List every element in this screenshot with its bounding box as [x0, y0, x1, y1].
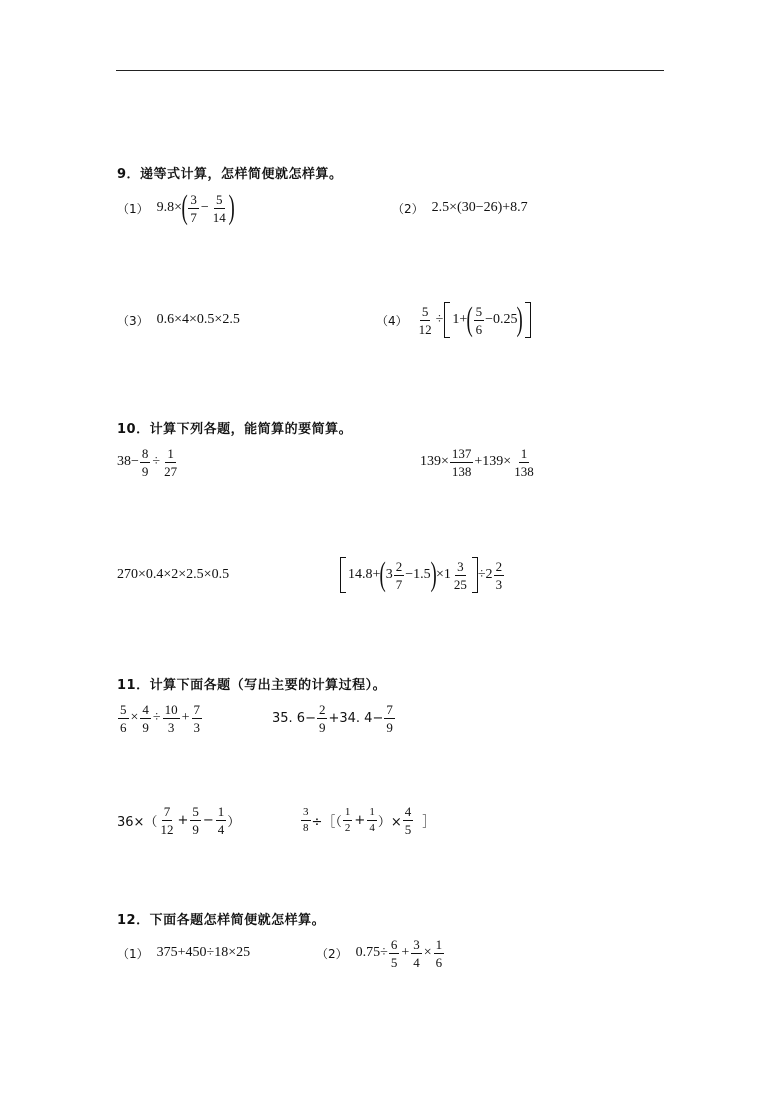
- q9-p4-label: （4）: [376, 313, 408, 328]
- q12-title: 12．下面各题怎样简便就怎样算。: [117, 913, 326, 928]
- fraction: $\frac{2}{7}$: [395, 558, 403, 592]
- mixed-number: [386, 560, 406, 591]
- q10-problem-2: [420, 442, 537, 482]
- operator: +: [354, 812, 366, 828]
- right-paren: ): [430, 556, 437, 593]
- q9-p3-label: （3）: [117, 313, 149, 328]
- q10-title: 10．计算下列各题，能简算的要简算。: [117, 422, 353, 437]
- fraction: $\frac{1}{27}$: [164, 445, 178, 479]
- q12-p1-expr: 375+450÷18×25: [156, 945, 251, 960]
- term: 35. 6−: [272, 710, 316, 726]
- operator: +: [177, 812, 189, 828]
- term: +34. 4−: [328, 710, 384, 726]
- left-bracket: [340, 557, 346, 593]
- term: 36×（: [117, 814, 158, 830]
- term: 14.8+: [348, 567, 381, 582]
- q12-problem-2: [316, 933, 445, 973]
- fraction: $\frac{3}{4}$: [413, 936, 420, 970]
- term: +139×: [474, 454, 512, 469]
- q10-p3-expr: 270×0.4×2×2.5×0.5: [117, 567, 230, 582]
- fraction: $\frac{7}{12}$: [160, 803, 174, 837]
- operator: −: [202, 812, 214, 828]
- fraction: $\frac{5}{12}$: [418, 303, 432, 337]
- fraction: $\frac{5}{9}$: [192, 803, 199, 837]
- left-paren: (: [379, 556, 387, 593]
- operator: −: [200, 200, 209, 215]
- right-paren: ): [228, 189, 235, 226]
- fraction: $\frac{10}{3}$: [164, 701, 178, 735]
- q11-title: 11．计算下面各题（写出主要的计算过程）。: [117, 678, 387, 693]
- q9-p2-label: （2）: [392, 201, 424, 216]
- fraction: $\frac{7}{9}$: [386, 701, 393, 735]
- q9-p1-term: 9.8×: [156, 200, 183, 215]
- q9-problem-4: [376, 300, 531, 340]
- left-paren: (: [181, 189, 188, 226]
- fraction: $\frac{5}{6}$: [475, 303, 483, 337]
- q9-p3-expr: 0.6×4×0.5×2.5: [156, 312, 240, 327]
- operator: ×: [423, 945, 432, 960]
- q9-problem-3: [117, 300, 240, 340]
- fraction: $\frac{5}{14}$: [212, 191, 226, 225]
- fraction: $\frac{8}{9}$: [141, 445, 149, 479]
- q12-p1-label: （1）: [117, 946, 149, 961]
- q11-problem-2: [272, 698, 396, 738]
- fraction: $\frac{1}{4}$: [217, 803, 225, 837]
- term: ×1: [435, 567, 451, 582]
- term: −0.25: [485, 312, 518, 327]
- q12-problem-1: [117, 933, 250, 973]
- right-bracket: [525, 302, 531, 338]
- term: 0.75÷: [355, 945, 388, 960]
- q9-p1-label: （1）: [117, 201, 149, 216]
- fraction: $\frac{1}{6}$: [435, 936, 443, 970]
- q12-p2-label: （2）: [316, 946, 348, 961]
- term: ）×: [377, 814, 402, 830]
- q11-problem-4: [300, 800, 435, 840]
- left-paren: (: [466, 301, 474, 338]
- operator: ÷: [152, 710, 161, 725]
- operator: +: [181, 710, 190, 725]
- whole: 3: [385, 567, 393, 582]
- operator: ÷: [435, 312, 444, 327]
- q9-problem-1: [117, 188, 234, 228]
- fraction: $\frac{1}{2}$: [344, 805, 351, 834]
- term: ］: [422, 814, 436, 830]
- q11-problem-3: [117, 800, 240, 840]
- operator: ÷: [152, 454, 161, 469]
- fraction: $\frac{2}{3}$: [495, 558, 503, 592]
- fraction: $\frac{4}{9}$: [142, 701, 149, 735]
- fraction: $\frac{1}{4}$: [369, 805, 375, 834]
- term: ）: [227, 814, 241, 830]
- right-paren: ): [517, 301, 524, 338]
- term: −1.5: [405, 567, 431, 582]
- fraction: $\frac{137}{138}$: [451, 445, 472, 479]
- q9-problem-2: [392, 188, 528, 228]
- fraction: $\frac{4}{5}$: [404, 803, 412, 837]
- q9-title: 9．递等式计算，怎样简便就怎样算。: [117, 167, 343, 182]
- operator: ×: [130, 710, 139, 725]
- header-rule: [116, 70, 664, 71]
- term: ÷2: [477, 567, 493, 582]
- fraction: $\frac{6}{5}$: [390, 936, 398, 970]
- left-bracket: [444, 302, 450, 338]
- term: 38−: [117, 454, 139, 469]
- q9-p2-expr: 2.5×(30−26)+8.7: [431, 200, 528, 215]
- term: 139×: [420, 454, 449, 469]
- q10-problem-3: [117, 555, 229, 595]
- term: ÷［（: [311, 814, 342, 830]
- fraction: $\frac{5}{6}$: [120, 701, 127, 735]
- q11-problem-1: [117, 698, 203, 738]
- q10-problem-4: [340, 555, 505, 595]
- fraction: $\frac{7}{3}$: [193, 701, 200, 735]
- fraction: $\frac{3}{25}$: [453, 558, 467, 592]
- fraction: $\frac{3}{7}$: [190, 191, 197, 225]
- fraction: $\frac{2}{9}$: [318, 701, 326, 735]
- fraction: $\frac{3}{8}$: [303, 805, 309, 834]
- q10-problem-1: [117, 442, 180, 482]
- term: 1+: [452, 312, 468, 327]
- operator: +: [401, 945, 410, 960]
- fraction: $\frac{1}{138}$: [514, 445, 534, 479]
